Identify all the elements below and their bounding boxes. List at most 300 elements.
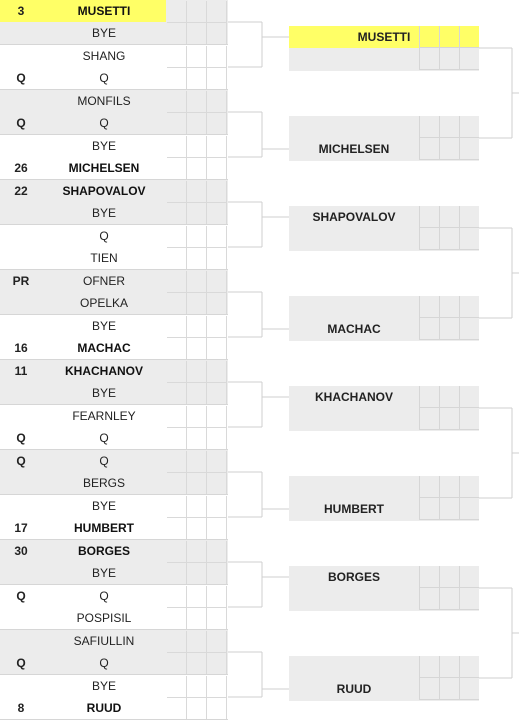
score-cell xyxy=(419,588,439,610)
score-cell xyxy=(207,428,227,450)
advancing-player-name[interactable] xyxy=(289,296,419,318)
player-name: KHACHANOV xyxy=(65,364,143,378)
seed-label xyxy=(0,292,42,314)
score-grid xyxy=(166,585,228,630)
score-cell xyxy=(439,318,459,340)
score-cell xyxy=(187,271,207,293)
score-cell xyxy=(439,26,459,48)
score-cell xyxy=(167,136,187,158)
score-grid xyxy=(166,630,228,675)
score-cell xyxy=(187,383,207,405)
score-cell xyxy=(459,296,479,318)
score-cell xyxy=(167,293,187,315)
second-round-match xyxy=(289,116,479,161)
score-grid xyxy=(166,360,228,405)
player-name: BYE xyxy=(91,499,116,513)
advancing-player-name[interactable]: MACHAC xyxy=(327,322,381,336)
player-name: RUUD xyxy=(86,701,122,715)
seed-label: Q xyxy=(16,454,26,468)
score-cell xyxy=(459,498,479,520)
score-cell xyxy=(207,406,227,428)
score-grid xyxy=(419,476,479,521)
score-cell xyxy=(187,608,207,630)
score-cell xyxy=(187,338,207,360)
score-cell xyxy=(207,1,227,23)
player-name: MUSETTI xyxy=(77,4,131,18)
player-slot[interactable] xyxy=(0,427,166,449)
first-round-match xyxy=(0,675,228,720)
player-name: OFNER xyxy=(83,274,125,288)
first-round-match xyxy=(0,630,228,675)
player-slot[interactable] xyxy=(0,382,166,404)
score-cell xyxy=(459,48,479,70)
score-cell xyxy=(459,386,479,408)
score-cell xyxy=(187,406,207,428)
score-cell xyxy=(207,383,227,405)
score-cell xyxy=(419,318,439,340)
score-cell xyxy=(167,91,187,113)
first-round-match xyxy=(0,495,228,540)
seed-label xyxy=(0,45,42,67)
score-cell xyxy=(419,48,439,70)
second-round-match xyxy=(289,656,479,701)
player-name: BYE xyxy=(91,566,116,580)
score-cell xyxy=(419,228,439,250)
seed-label xyxy=(0,247,42,269)
player-slot[interactable] xyxy=(0,202,166,224)
advancing-player-name[interactable] xyxy=(289,408,419,430)
score-cell xyxy=(167,586,187,608)
player-slot[interactable] xyxy=(0,157,166,179)
seed-label: 26 xyxy=(14,161,28,175)
score-cell xyxy=(459,408,479,430)
score-cell xyxy=(419,476,439,498)
score-cell xyxy=(207,136,227,158)
seed-label xyxy=(0,202,42,224)
score-cell xyxy=(187,23,207,45)
score-cell xyxy=(207,293,227,315)
score-cell xyxy=(187,518,207,540)
player-name: TIEN xyxy=(90,251,118,265)
score-cell xyxy=(207,158,227,180)
seed-label: 16 xyxy=(14,341,28,355)
score-cell xyxy=(439,408,459,430)
score-grid xyxy=(166,135,228,180)
score-grid xyxy=(166,675,228,720)
first-round-match xyxy=(0,585,228,630)
seed-label xyxy=(0,225,42,247)
player-name: Q xyxy=(99,656,109,670)
seed-label: 11 xyxy=(14,364,28,378)
score-cell xyxy=(207,451,227,473)
player-name: SHANG xyxy=(82,49,126,63)
score-cell xyxy=(187,563,207,585)
score-cell xyxy=(459,138,479,160)
first-round-column xyxy=(0,0,228,720)
score-cell xyxy=(167,496,187,518)
player-slot[interactable] xyxy=(0,405,166,427)
score-cell xyxy=(207,541,227,563)
score-cell xyxy=(167,406,187,428)
score-grid xyxy=(166,45,228,90)
player-slot[interactable] xyxy=(0,247,166,269)
score-cell xyxy=(459,318,479,340)
score-cell xyxy=(439,48,459,70)
score-grid xyxy=(419,656,479,701)
first-round-match xyxy=(0,45,228,90)
player-slot[interactable] xyxy=(0,270,166,292)
score-cell xyxy=(459,206,479,228)
seed-label xyxy=(0,562,42,584)
score-cell xyxy=(187,631,207,653)
seed-label: Q xyxy=(16,71,26,85)
player-name: BERGS xyxy=(82,476,125,490)
player-name: BYE xyxy=(91,139,116,153)
score-cell xyxy=(419,138,439,160)
player-slot[interactable] xyxy=(0,562,166,584)
advancing-player-name[interactable] xyxy=(289,588,419,610)
seed-label xyxy=(0,405,42,427)
score-cell xyxy=(167,181,187,203)
score-cell xyxy=(187,698,207,720)
score-cell xyxy=(167,451,187,473)
first-round-match xyxy=(0,180,228,225)
seed-label: Q xyxy=(16,431,26,445)
advancing-player-name[interactable] xyxy=(289,48,419,70)
player-slot[interactable] xyxy=(0,90,166,112)
score-cell xyxy=(207,248,227,270)
player-name: MICHELSEN xyxy=(68,161,140,175)
seed-label: PR xyxy=(12,274,30,288)
seed-label xyxy=(0,135,42,157)
score-grid xyxy=(166,450,228,495)
seed-label xyxy=(0,90,42,112)
first-round-match xyxy=(0,450,228,495)
score-cell xyxy=(207,181,227,203)
score-cell xyxy=(207,23,227,45)
score-cell xyxy=(459,228,479,250)
score-cell xyxy=(207,518,227,540)
score-cell xyxy=(419,26,439,48)
score-cell xyxy=(187,203,207,225)
score-cell xyxy=(167,361,187,383)
score-cell xyxy=(419,566,439,588)
player-slot[interactable] xyxy=(0,225,166,247)
first-round-match xyxy=(0,405,228,450)
score-cell xyxy=(187,181,207,203)
score-cell xyxy=(459,476,479,498)
score-cell xyxy=(167,563,187,585)
score-cell xyxy=(207,316,227,338)
seed-label xyxy=(0,675,42,697)
score-cell xyxy=(187,113,207,135)
seed-label: 30 xyxy=(14,544,28,558)
score-cell xyxy=(167,698,187,720)
advancing-player-name[interactable]: MICHELSEN xyxy=(318,142,390,156)
score-cell xyxy=(439,656,459,678)
score-grid xyxy=(166,180,228,225)
score-cell xyxy=(439,206,459,228)
player-name: SAFIULLIN xyxy=(73,634,135,648)
player-slot[interactable] xyxy=(0,315,166,337)
score-grid xyxy=(166,90,228,135)
score-cell xyxy=(207,203,227,225)
seed-label xyxy=(0,315,42,337)
first-round-match xyxy=(0,315,228,360)
score-cell xyxy=(207,698,227,720)
player-name: BYE xyxy=(91,679,116,693)
score-grid xyxy=(419,296,479,341)
score-cell xyxy=(419,206,439,228)
score-grid xyxy=(166,270,228,315)
score-cell xyxy=(187,541,207,563)
player-name: MACHAC xyxy=(77,341,131,355)
score-cell xyxy=(207,631,227,653)
score-cell xyxy=(167,1,187,23)
second-round-match xyxy=(289,566,479,611)
score-cell xyxy=(167,383,187,405)
score-cell xyxy=(207,473,227,495)
advancing-player-name[interactable] xyxy=(289,476,419,498)
score-cell xyxy=(187,158,207,180)
score-grid xyxy=(419,206,479,251)
first-round-match xyxy=(0,540,228,585)
player-slot[interactable] xyxy=(0,517,166,539)
player-name: Q xyxy=(99,589,109,603)
first-round-match xyxy=(0,270,228,315)
score-cell xyxy=(187,361,207,383)
score-grid xyxy=(166,315,228,360)
second-round-match xyxy=(289,26,479,71)
advancing-player-name[interactable]: BORGES xyxy=(327,570,380,584)
advancing-player-name[interactable] xyxy=(289,656,419,678)
score-cell xyxy=(439,138,459,160)
player-slot[interactable] xyxy=(0,67,166,89)
player-name: OPELKA xyxy=(79,296,129,310)
score-cell xyxy=(207,113,227,135)
player-slot[interactable] xyxy=(0,22,166,44)
score-grid xyxy=(166,495,228,540)
score-cell xyxy=(459,26,479,48)
score-cell xyxy=(167,653,187,675)
score-cell xyxy=(207,496,227,518)
score-grid xyxy=(419,386,479,431)
score-cell xyxy=(207,68,227,90)
advancing-player-name[interactable]: HUMBERT xyxy=(324,502,384,516)
first-round-match xyxy=(0,225,228,270)
score-cell xyxy=(187,473,207,495)
advancing-player-name[interactable]: KHACHANOV xyxy=(315,390,393,404)
player-slot[interactable] xyxy=(0,472,166,494)
score-cell xyxy=(207,676,227,698)
score-cell xyxy=(439,228,459,250)
player-slot[interactable] xyxy=(0,630,166,652)
player-name: FEARNLEY xyxy=(72,409,136,423)
score-cell xyxy=(419,116,439,138)
player-slot[interactable] xyxy=(0,675,166,697)
score-cell xyxy=(459,566,479,588)
score-cell xyxy=(439,386,459,408)
player-slot[interactable] xyxy=(0,652,166,674)
seed-label: Q xyxy=(16,589,26,603)
score-cell xyxy=(187,91,207,113)
score-cell xyxy=(459,116,479,138)
score-cell xyxy=(167,158,187,180)
score-cell xyxy=(187,451,207,473)
score-cell xyxy=(187,653,207,675)
score-cell xyxy=(439,116,459,138)
score-cell xyxy=(439,498,459,520)
seed-label: 22 xyxy=(14,184,28,198)
seed-label xyxy=(0,630,42,652)
score-cell xyxy=(419,408,439,430)
score-cell xyxy=(419,386,439,408)
score-cell xyxy=(439,296,459,318)
score-cell xyxy=(439,476,459,498)
player-name: BYE xyxy=(91,386,116,400)
seed-label xyxy=(0,22,42,44)
score-cell xyxy=(207,563,227,585)
score-grid xyxy=(419,116,479,161)
second-round-match xyxy=(289,296,479,341)
score-cell xyxy=(167,68,187,90)
score-cell xyxy=(187,226,207,248)
score-cell xyxy=(207,271,227,293)
second-round-match xyxy=(289,476,479,521)
seed-label: 17 xyxy=(14,521,28,535)
score-cell xyxy=(419,678,439,700)
seed-label xyxy=(0,495,42,517)
score-cell xyxy=(207,586,227,608)
score-cell xyxy=(187,68,207,90)
score-cell xyxy=(187,428,207,450)
player-slot[interactable] xyxy=(0,495,166,517)
player-name: Q xyxy=(99,454,109,468)
player-name: Q xyxy=(99,116,109,130)
score-cell xyxy=(167,338,187,360)
player-slot[interactable] xyxy=(0,180,166,202)
score-cell xyxy=(167,23,187,45)
score-cell xyxy=(167,428,187,450)
score-grid xyxy=(419,566,479,611)
first-round-match xyxy=(0,135,228,180)
score-grid xyxy=(419,26,479,71)
player-slot[interactable] xyxy=(0,450,166,472)
score-cell xyxy=(207,608,227,630)
second-round-match xyxy=(289,386,479,431)
player-name: HUMBERT xyxy=(74,521,134,535)
score-cell xyxy=(207,653,227,675)
score-cell xyxy=(187,496,207,518)
advancing-player-name[interactable] xyxy=(289,228,419,250)
seed-label xyxy=(0,472,42,494)
seed-label: Q xyxy=(16,116,26,130)
score-cell xyxy=(439,588,459,610)
score-cell xyxy=(459,656,479,678)
seed-label: Q xyxy=(16,656,26,670)
player-slot[interactable] xyxy=(0,360,166,382)
score-grid xyxy=(166,540,228,585)
score-cell xyxy=(207,91,227,113)
score-cell xyxy=(187,136,207,158)
player-slot[interactable] xyxy=(0,45,166,67)
player-slot[interactable] xyxy=(0,0,166,22)
first-round-match xyxy=(0,360,228,405)
player-name: Q xyxy=(99,71,109,85)
score-cell xyxy=(167,271,187,293)
player-slot[interactable] xyxy=(0,337,166,359)
score-cell xyxy=(167,631,187,653)
score-grid xyxy=(166,0,228,45)
score-cell xyxy=(167,226,187,248)
score-cell xyxy=(167,541,187,563)
seed-label xyxy=(0,382,42,404)
player-name: MONFILS xyxy=(77,94,131,108)
player-slot[interactable] xyxy=(0,135,166,157)
score-cell xyxy=(167,473,187,495)
score-cell xyxy=(167,316,187,338)
score-cell xyxy=(167,46,187,68)
score-cell xyxy=(167,248,187,270)
seed-label: 8 xyxy=(17,701,25,715)
player-slot[interactable] xyxy=(0,292,166,314)
player-name: BYE xyxy=(91,319,116,333)
player-slot[interactable] xyxy=(0,697,166,719)
score-cell xyxy=(187,1,207,23)
advancing-player-name[interactable] xyxy=(289,116,419,138)
score-cell xyxy=(167,676,187,698)
player-name: BYE xyxy=(91,26,116,40)
player-name: POSPISIL xyxy=(76,611,132,625)
score-cell xyxy=(207,361,227,383)
score-cell xyxy=(167,203,187,225)
first-round-match xyxy=(0,90,228,135)
second-round-match xyxy=(289,206,479,251)
player-slot[interactable] xyxy=(0,607,166,629)
advancing-player-name[interactable]: MUSETTI xyxy=(289,26,479,48)
score-cell xyxy=(207,338,227,360)
player-slot[interactable] xyxy=(0,585,166,607)
player-slot[interactable] xyxy=(0,112,166,134)
seed-label xyxy=(0,607,42,629)
score-cell xyxy=(439,678,459,700)
score-cell xyxy=(187,586,207,608)
player-name: Q xyxy=(99,431,109,445)
score-cell xyxy=(187,316,207,338)
score-cell xyxy=(187,248,207,270)
score-cell xyxy=(419,656,439,678)
score-cell xyxy=(459,678,479,700)
score-cell xyxy=(187,293,207,315)
advancing-player-name[interactable]: RUUD xyxy=(336,682,372,696)
player-name: BYE xyxy=(91,206,116,220)
score-cell xyxy=(187,676,207,698)
score-cell xyxy=(207,46,227,68)
score-cell xyxy=(207,226,227,248)
score-cell xyxy=(419,498,439,520)
advancing-player-name[interactable]: SHAPOVALOV xyxy=(312,210,396,224)
score-cell xyxy=(167,518,187,540)
score-cell xyxy=(167,113,187,135)
score-grid xyxy=(166,225,228,270)
player-name: SHAPOVALOV xyxy=(62,184,146,198)
player-slot[interactable] xyxy=(0,540,166,562)
score-grid xyxy=(166,405,228,450)
score-cell xyxy=(459,588,479,610)
player-name: BORGES xyxy=(77,544,130,558)
player-name: Q xyxy=(99,229,109,243)
first-round-match xyxy=(0,0,228,45)
